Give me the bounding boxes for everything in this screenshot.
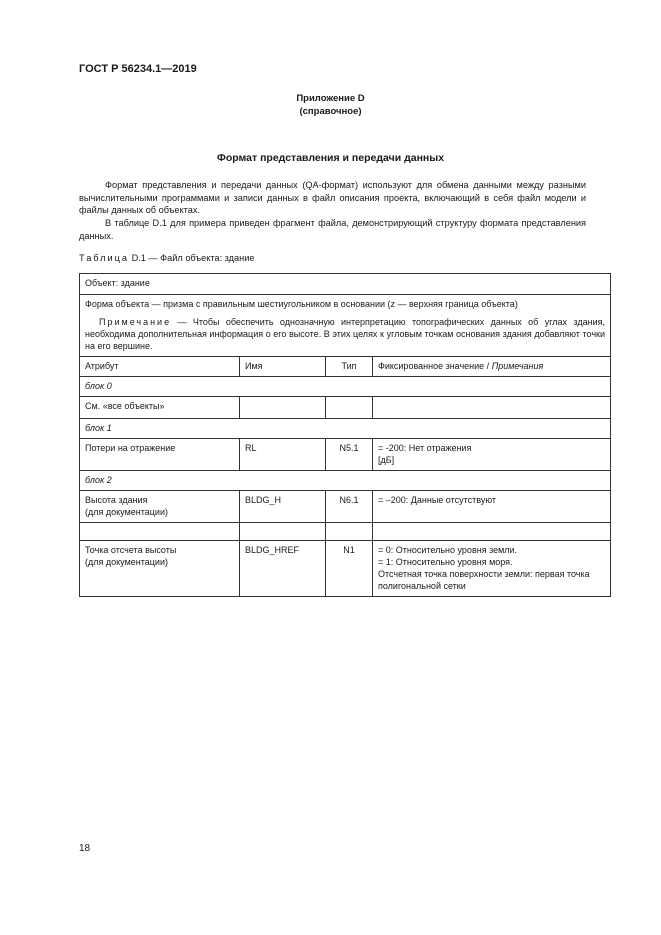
- row-all-value: [373, 397, 611, 419]
- row-rl-name: RL: [240, 439, 326, 471]
- note-prefix: Примечание: [99, 317, 172, 327]
- header-value: [373, 357, 611, 377]
- empty-cell: [240, 523, 326, 541]
- row-h-attribute: [80, 491, 240, 523]
- row-href-value-line2: = 1: Относительно уровня моря.: [378, 557, 513, 567]
- appendix-label: Приложение D: [296, 93, 365, 104]
- header-name: Имя: [240, 357, 326, 377]
- header-attribute: Атрибут: [80, 357, 240, 377]
- page-number: 18: [79, 843, 91, 854]
- standard-header: ГОСТ Р 56234.1—2019: [79, 63, 197, 75]
- header-value-prefix: Фиксированное значение /: [378, 361, 492, 371]
- row-href-value-line3: Отсчетная точка поверхности земли: первая точка полигональной сетки: [378, 569, 590, 591]
- object-table: [79, 273, 611, 597]
- table-caption: [79, 253, 254, 263]
- appendix-kind: (справочное): [299, 106, 362, 117]
- form-description: Форма объекта — призма с правильным шестиугольником в основании (z — верхняя граница объекта): [85, 299, 518, 309]
- row-rl-value: [373, 439, 611, 471]
- row-all-name: [240, 397, 326, 419]
- note-text: — Чтобы обеспечить однозначную интерпретацию топографических данных об углах здания, необходима дополнительная информация о его высоте. В этих целях к угловым точкам основания здания добавляют точки на его вершине.: [85, 317, 605, 351]
- header-type: Тип: [326, 357, 373, 377]
- empty-cell: [80, 523, 240, 541]
- row-all-type: [326, 397, 373, 419]
- block-2-row: блок 2: [80, 471, 611, 491]
- row-h-attribute-line1: Высота здания: [85, 495, 148, 505]
- row-href-type: N1: [326, 541, 373, 597]
- row-all-attribute: См. «все объекты»: [80, 397, 240, 419]
- row-rl-value-line1: = -200: Нет отражения: [378, 443, 472, 453]
- row-rl-type: N5.1: [326, 439, 373, 471]
- row-href-attribute-line1: Точка отсчета высоты: [85, 545, 177, 555]
- form-note-cell: [80, 295, 611, 357]
- paragraph-1: Формат представления и передачи данных (QA-формат) используют для обмена данными между разными вычислительными программами и записи данных в файл описания проекта, включающий в себя файл модели и файлы данных об объектах.: [79, 180, 586, 215]
- note: [85, 316, 605, 352]
- row-href-name: BLDG_HREF: [240, 541, 326, 597]
- row-href-value: [373, 541, 611, 597]
- empty-cell: [326, 523, 373, 541]
- paragraph-2: В таблице D.1 для примера приведен фрагмент файла, демонстрирующий структуру формата представления данных.: [79, 218, 586, 241]
- row-h-value: = –200: Данные отсутствуют: [373, 491, 611, 523]
- row-rl-value-line2: [дБ]: [378, 455, 395, 465]
- empty-cell: [373, 523, 611, 541]
- header-value-italic: Примечания: [491, 361, 544, 371]
- section-title: Формат представления и передачи данных: [216, 152, 445, 164]
- row-h-attribute-line2: (для документации): [85, 507, 168, 517]
- row-href-attribute: [80, 541, 240, 597]
- row-href-attribute-line2: (для документации): [85, 557, 168, 567]
- block-1-row: блок 1: [80, 419, 611, 439]
- row-href-value-line1: = 0: Относительно уровня земли.: [378, 545, 518, 555]
- table-caption-rest: D.1 — Файл объекта: здание: [129, 253, 255, 263]
- row-rl-attribute: Потери на отражение: [80, 439, 240, 471]
- row-h-type: N6.1: [326, 491, 373, 523]
- table-caption-prefix: Таблица: [79, 253, 130, 263]
- row-h-name: BLDG_H: [240, 491, 326, 523]
- block-0-row: блок 0: [80, 377, 611, 397]
- object-row: Объект: здание: [80, 274, 611, 295]
